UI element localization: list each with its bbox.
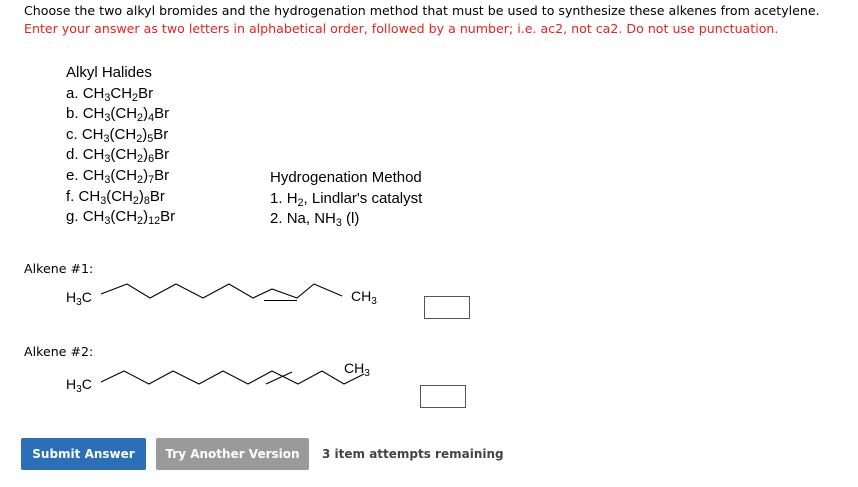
alkene-2-right-group: $CH_3$ — [344, 360, 370, 379]
hydrogenation-method-number: 2. — [270, 210, 283, 228]
alkene-1-label: Alkene #1: — [24, 261, 94, 276]
alkyl-halide-item — [66, 187, 175, 208]
hydrogenation-method-item — [270, 189, 422, 210]
alkene-1-answer-input[interactable] — [424, 296, 470, 319]
alkyl-halide-letter: c. — [66, 125, 78, 143]
hydrogenation-list — [270, 168, 422, 230]
submit-answer-button[interactable]: Submit Answer — [21, 438, 146, 470]
hydrogenation-method-text: $H_2$, Lindlar's catalyst — [286, 189, 423, 209]
question-instructions: Enter your answer as two letters in alphabetical order, followed by a number; i.e. ac2, not ca2. Do not use punctuation. — [24, 21, 779, 36]
alkyl-halide-item — [66, 166, 175, 187]
alkene-2-answer-input[interactable] — [420, 385, 466, 408]
alkyl-halide-letter: a. — [66, 84, 79, 102]
alkyl-halide-formula: $CH_3(CH_2)_6Br$ — [82, 146, 170, 166]
hydrogenation-heading: Hydrogenation Method — [270, 169, 422, 186]
alkyl-halides-list — [66, 63, 175, 228]
alkyl-halide-letter: f. — [66, 187, 75, 205]
alkyl-halide-letter: e. — [66, 166, 79, 184]
alkene-2-double-bond — [266, 372, 292, 384]
alkene-1-structure — [60, 274, 400, 314]
hydrogenation-method-text: Na, $NH_3$ (l) — [286, 210, 360, 230]
alkene-1-right-group: $CH_3$ — [351, 288, 377, 307]
alkyl-halides-heading: Alkyl Halides — [66, 64, 152, 81]
alkyl-halide-letter: b. — [66, 105, 79, 123]
alkyl-halide-letter: g. — [66, 208, 79, 226]
alkene-1-left-group: $H_3C$ — [66, 289, 92, 308]
alkyl-halide-formula: $CH_3CH_2Br$ — [82, 84, 154, 104]
alkyl-halide-formula: $CH_3(CH_2)_4Br$ — [82, 105, 170, 125]
alkyl-halide-formula: $CH_3(CH_2)_5Br$ — [81, 125, 169, 145]
alkene-1-chain — [101, 284, 342, 298]
alkyl-halide-item — [66, 84, 175, 105]
alkyl-halide-item — [66, 145, 175, 166]
alkyl-halide-item — [66, 104, 175, 125]
hydrogenation-method-number: 1. — [270, 189, 283, 207]
alkene-2-chain — [101, 371, 364, 384]
alkyl-halide-formula: $CH_3(CH_2)_8Br$ — [78, 187, 165, 207]
question-prompt: Choose the two alkyl bromides and the hydrogenation method that must be used to synthesize these alkenes from acetylene. — [24, 3, 820, 18]
alkyl-halide-letter: d. — [66, 146, 79, 164]
alkyl-halide-formula: $CH_3(CH_2)_7Br$ — [82, 166, 170, 186]
alkene-2-label: Alkene #2: — [24, 344, 94, 359]
alkyl-halide-item — [66, 125, 175, 146]
alkene-2-left-group: $H_3C$ — [66, 376, 92, 395]
alkyl-halide-item — [66, 207, 175, 228]
try-another-version-button[interactable]: Try Another Version — [156, 438, 309, 470]
attempts-remaining: 3 item attempts remaining — [322, 447, 504, 461]
alkyl-halide-formula: $CH_3(CH_2)_{12}Br$ — [82, 208, 176, 228]
hydrogenation-method-item — [270, 209, 422, 230]
